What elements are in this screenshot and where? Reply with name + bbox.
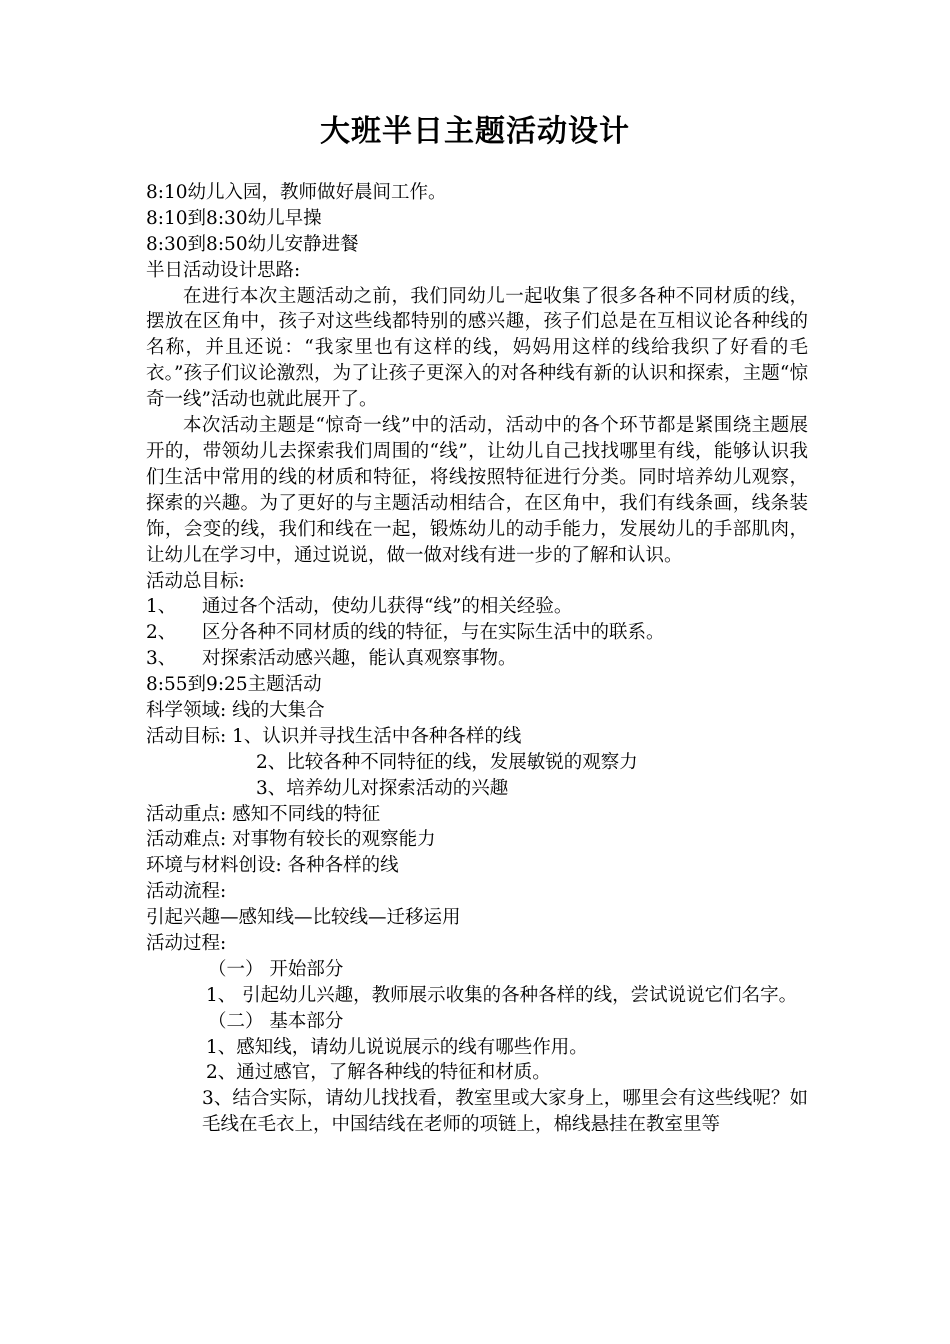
part-one-step: 1、 引起幼儿兴趣，教师展示收集的各种各样的线，尝试说说它们名字。	[206, 984, 798, 1006]
schedule-arrival: 8:10幼儿入园，教师做好晨间工作。	[146, 182, 447, 203]
schedule-exercise: 8:10到8:30幼儿早操	[146, 207, 322, 229]
design-heading: 半日活动设计思路:	[146, 259, 301, 281]
part-two-step: 1、感知线，请幼儿说说展示的线有哪些作用。	[206, 1036, 588, 1058]
part-two-step: 3、结合实际，请幼儿找找看，教室里或大家身上，哪里会有这些线呢？如毛线在毛衣上，中国结线在老师的项链上，棉线悬挂在教室里等	[202, 1088, 808, 1136]
document-title: 大班半日主题活动设计	[320, 114, 630, 149]
activity-flow: 引起兴趣—感知线—比较线—迁移运用	[146, 907, 461, 929]
overall-goals-heading: 活动总目标:	[146, 570, 245, 592]
overall-goal-number: 1、	[146, 596, 177, 618]
overall-goal-item	[146, 620, 808, 646]
overall-goal-number: 3、	[146, 648, 177, 670]
activity-goal-line	[146, 724, 808, 750]
activity-goal-item: 2、比较各种不同特征的线，发展敏锐的观察力	[256, 751, 638, 773]
activity-key-point: 活动重点: 感知不同线的特征	[146, 803, 381, 825]
part-one-heading: （一） 开始部分	[208, 958, 344, 980]
design-paragraph-2: 本次活动主题是“惊奇一线”中的活动，活动中的各个环节都是紧围绕主题展开的，带领幼儿去探索我们周围的“线”，让幼儿自己找找哪里有线，能够认识我们生活中常用的线的材质和特征，将线按照特征进行分类。同时培养幼儿观察，探索的兴趣。为了更好的与主题活动相结合，在区角中，我们有线条画，线条装饰，会变的线，我们和线在一起，锻炼幼儿的动手能力，发展幼儿的手部肌肉，让幼儿在学习中，通过说说，做一做对线有进一步的了解和认识。	[146, 415, 808, 566]
overall-goal-text: 对探索活动感兴趣，能认真观察事物。	[202, 648, 517, 670]
part-two-heading: （二） 基本部分	[208, 1010, 344, 1032]
overall-goal-item	[146, 646, 808, 672]
overall-goal-number: 2、	[146, 622, 177, 644]
environment-materials: 环境与材料创设: 各种各样的线	[146, 855, 399, 877]
overall-goal-item	[146, 594, 808, 620]
overall-goal-text: 区分各种不同材质的线的特征，与在实际生活中的联系。	[202, 622, 665, 644]
science-domain: 科学领域: 线的大集合	[146, 699, 325, 721]
activity-difficulty: 活动难点: 对事物有较长的观察能力	[146, 829, 436, 851]
process-heading: 活动过程:	[146, 933, 227, 954]
document-body	[146, 180, 808, 1138]
activity-goal-item: 3、培养幼儿对探索活动的兴趣	[256, 777, 509, 799]
theme-time: 8:55到9:25主题活动	[146, 674, 322, 696]
activity-goal-item: 1、认识并寻找生活中各种各样的线	[232, 725, 522, 747]
design-paragraph-1: 在进行本次主题活动之前，我们同幼儿一起收集了很多各种不同材质的线，摆放在区角中，孩子对这些线都特别的感兴趣，孩子们总是在互相议论各种线的名称，并且还说：“我家里也有这样的线，妈妈用这样的线给我织了好看的毛衣。”孩子们议论激烈，为了让孩子更深入的对各种线有新的认识和探索，主题“惊奇一线”活动也就此展开了。	[146, 285, 808, 411]
activity-goals-label: 活动目标:	[146, 725, 233, 747]
schedule-breakfast: 8:30到8:50幼儿安静进餐	[146, 233, 359, 255]
overall-goal-text: 通过各个活动，使幼儿获得“线”的相关经验。	[202, 596, 573, 618]
flow-heading: 活动流程:	[146, 881, 227, 903]
part-two-step: 2、通过感官，了解各种线的特征和材质。	[206, 1062, 551, 1084]
